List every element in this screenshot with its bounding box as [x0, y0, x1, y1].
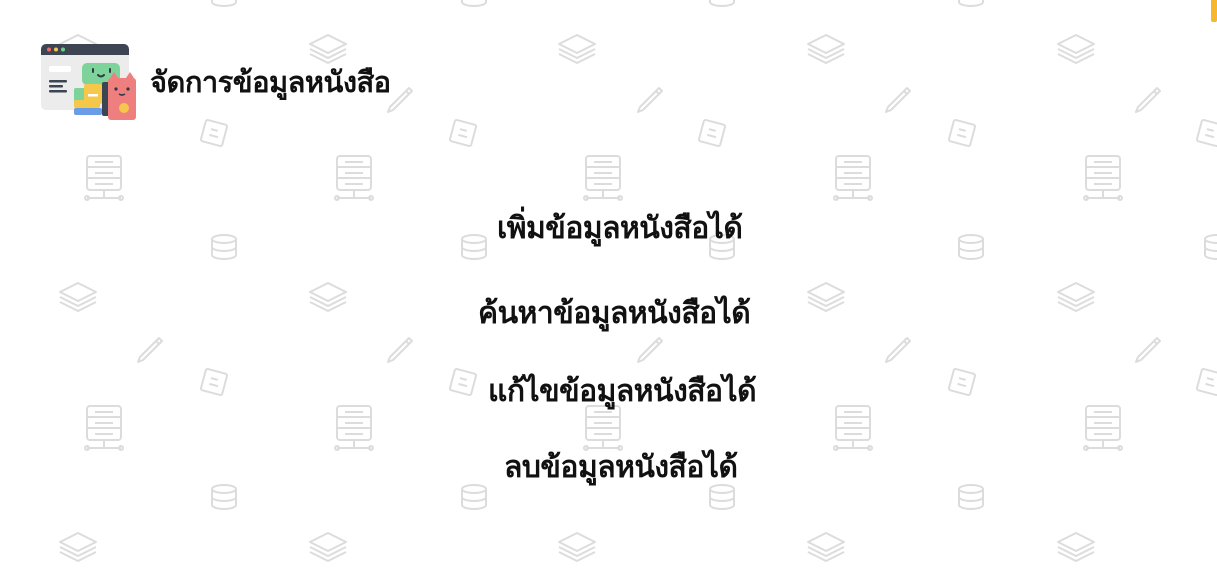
feature-delete-book: ลบข้อมูลหนังสือได้: [504, 450, 738, 485]
page-title: จัดการข้อมูลหนังสือ: [150, 65, 391, 99]
feature-add-book: เพิ่มข้อมูลหนังสือได้: [497, 211, 743, 246]
feature-search-book: ค้นหาข้อมูลหนังสือได้: [478, 296, 751, 331]
feature-edit-book: แก้ไขข้อมูลหนังสือได้: [488, 374, 757, 409]
